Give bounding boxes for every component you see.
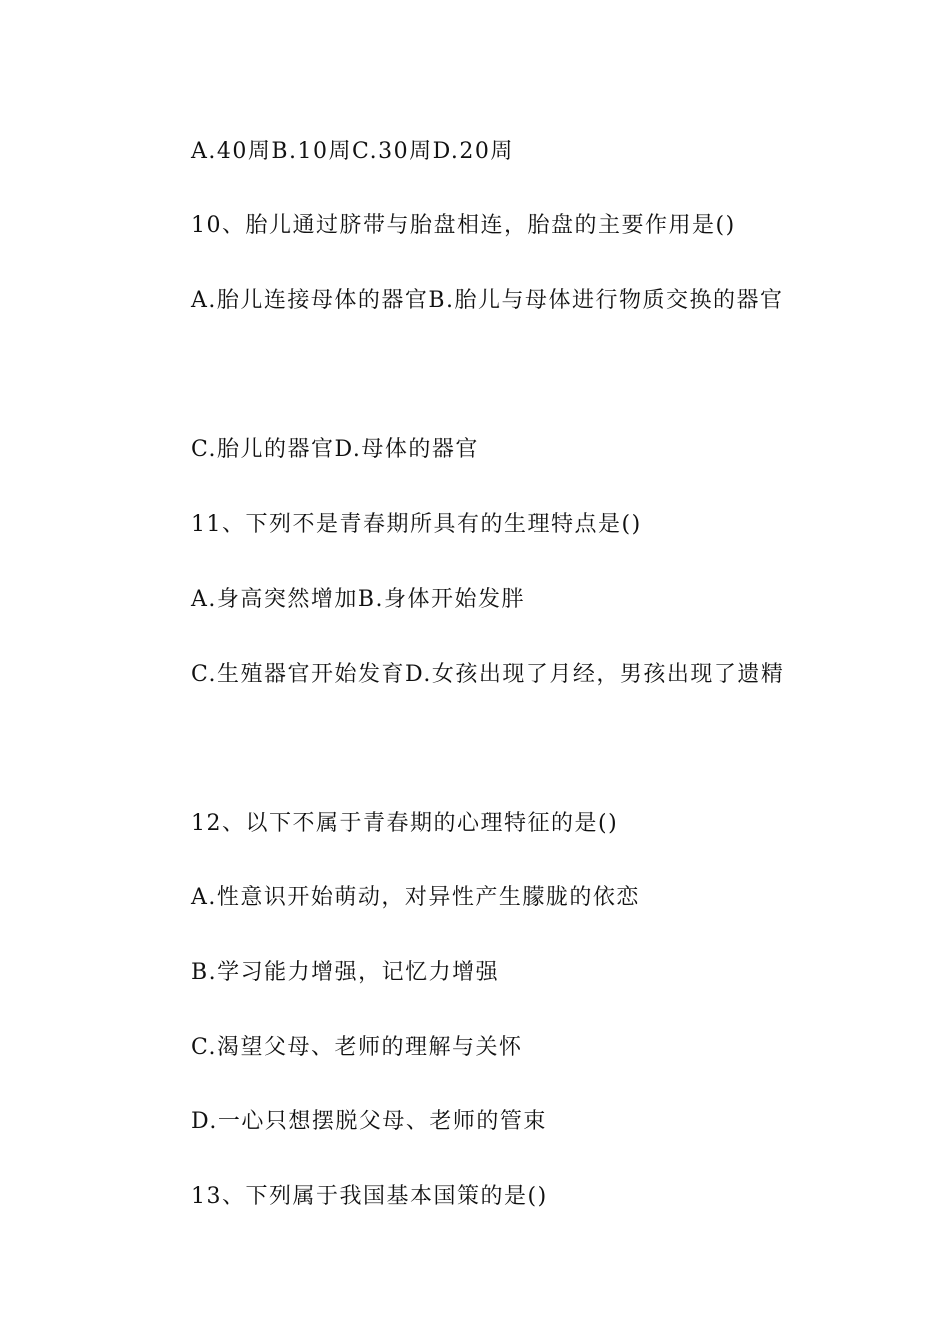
- q12-option-b: B.学习能力增强，记忆力增强: [191, 960, 500, 985]
- q9-options: A.40周B.10周C.30周D.20周: [191, 139, 514, 164]
- q11-options-cd: C.生殖器官开始发育D.女孩出现了月经，男孩出现了遗精: [191, 662, 785, 687]
- q12-option-c: C.渴望父母、老师的理解与关怀: [191, 1035, 523, 1060]
- q10-question: 10、胎儿通过脐带与胎盘相连，胎盘的主要作用是(): [191, 213, 736, 238]
- q11-options-ab: A.身高突然增加B.身体开始发胖: [191, 587, 526, 612]
- q12-option-a: A.性意识开始萌动，对异性产生朦胧的依恋: [191, 885, 640, 910]
- q13-question: 13、下列属于我国基本国策的是(): [191, 1184, 548, 1209]
- q10-options-cd: C.胎儿的器官D.母体的器官: [191, 437, 479, 462]
- q11-question: 11、下列不是青春期所具有的生理特点是(): [191, 512, 642, 537]
- q12-option-d: D.一心只想摆脱父母、老师的管束: [191, 1109, 547, 1134]
- q10-options-ab: A.胎儿连接母体的器官B.胎儿与母体进行物质交换的器官: [191, 288, 784, 313]
- q12-question: 12、以下不属于青春期的心理特征的是(): [191, 811, 619, 836]
